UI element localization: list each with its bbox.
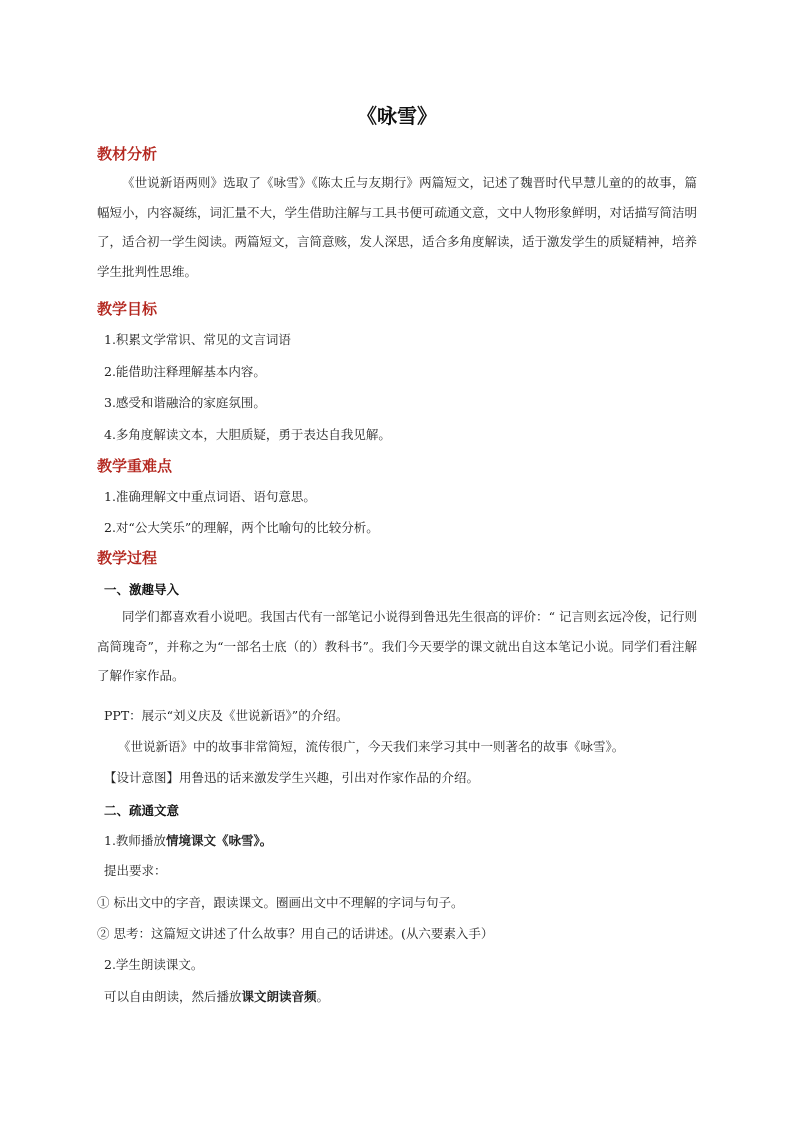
read-prefix: 可以自由朗读，然后播放 bbox=[104, 989, 242, 1004]
requirement-item: ① 标出文中的字音，跟读课文。圈画出文中不理解的字词与句子。 bbox=[97, 895, 464, 910]
heading-keypoints: 教学重难点 bbox=[97, 457, 173, 475]
goal-item: 4.多角度解读文本，大胆质疑，勇于表达自我见解。 bbox=[104, 427, 391, 442]
intro-line: 《世说新语》中的故事非常简短，流传很广，今天我们来学习其中一则著名的故事《咏雪》。 bbox=[118, 739, 625, 754]
step2-line: 2.学生朗读课文。 bbox=[104, 957, 204, 972]
goal-item: 1.积累文学常识、常见的文言词语 bbox=[104, 332, 291, 347]
read-suffix: 。 bbox=[316, 989, 330, 1004]
section-heading-intro: 一、激趣导入 bbox=[104, 582, 180, 597]
intro-paragraph: 同学们都喜欢看小说吧。我国古代有一部笔记小说得到鲁迅先生很高的评价：“ 记言则玄远冷俊，记行则高简瑰奇”，并称之为“一部名士底（的）教科书”。我们今天要学的课文就出自这本笔记小说。同学们看注解了解作家作品。 bbox=[97, 609, 697, 683]
analysis-paragraph: 《世说新语两则》选取了《咏雪》《陈太丘与友期行》两篇短文，记述了魏晋时代早慧儿童的的故事，篇幅短小，内容凝练，词汇量不大，学生借助注解与工具书便可疏通文意，文中人物形象鲜明，对话描写简洁明了，适合初一学生阅读。两篇短文，言简意赅，发人深思，适合多角度解读，适于激发学生的质疑精神，培养学生批判性思维。 bbox=[97, 175, 698, 279]
goal-item: 3.感受和谐融洽的家庭氛围。 bbox=[104, 395, 266, 410]
step1-bold: 情境课文《咏雪》。 bbox=[165, 833, 273, 848]
requirements-line: 提出要求： bbox=[104, 863, 167, 878]
read-line bbox=[104, 987, 329, 1005]
design-intent-line: 【设计意图】用鲁迅的话来激发学生兴趣，引出对作家作品的介绍。 bbox=[104, 770, 480, 785]
ppt-line: PPT：展示“刘义庆及《世说新语》”的介绍。 bbox=[104, 708, 349, 723]
keypoint-item: 2.对“公大笑乐”的理解，两个比喻句的比较分析。 bbox=[104, 520, 379, 535]
heading-analysis: 教材分析 bbox=[97, 145, 158, 163]
heading-process: 教学过程 bbox=[97, 549, 158, 567]
step1-prefix: 1.教师播放 bbox=[104, 833, 166, 848]
keypoint-item: 1.准确理解文中重点词语、语句意思。 bbox=[104, 489, 316, 504]
step1-line bbox=[104, 831, 272, 849]
read-bold: 课文朗读音频 bbox=[241, 989, 317, 1004]
heading-goals: 教学目标 bbox=[97, 300, 158, 318]
goal-item: 2.能借助注释理解基本内容。 bbox=[104, 364, 266, 379]
requirement-item: ② 思考：这篇短文讲述了什么故事？用自己的话讲述。(从六要素入手） bbox=[97, 926, 494, 941]
section-heading-reading: 二、疏通文意 bbox=[104, 803, 180, 818]
page-title: 《咏雪》 bbox=[357, 104, 437, 128]
